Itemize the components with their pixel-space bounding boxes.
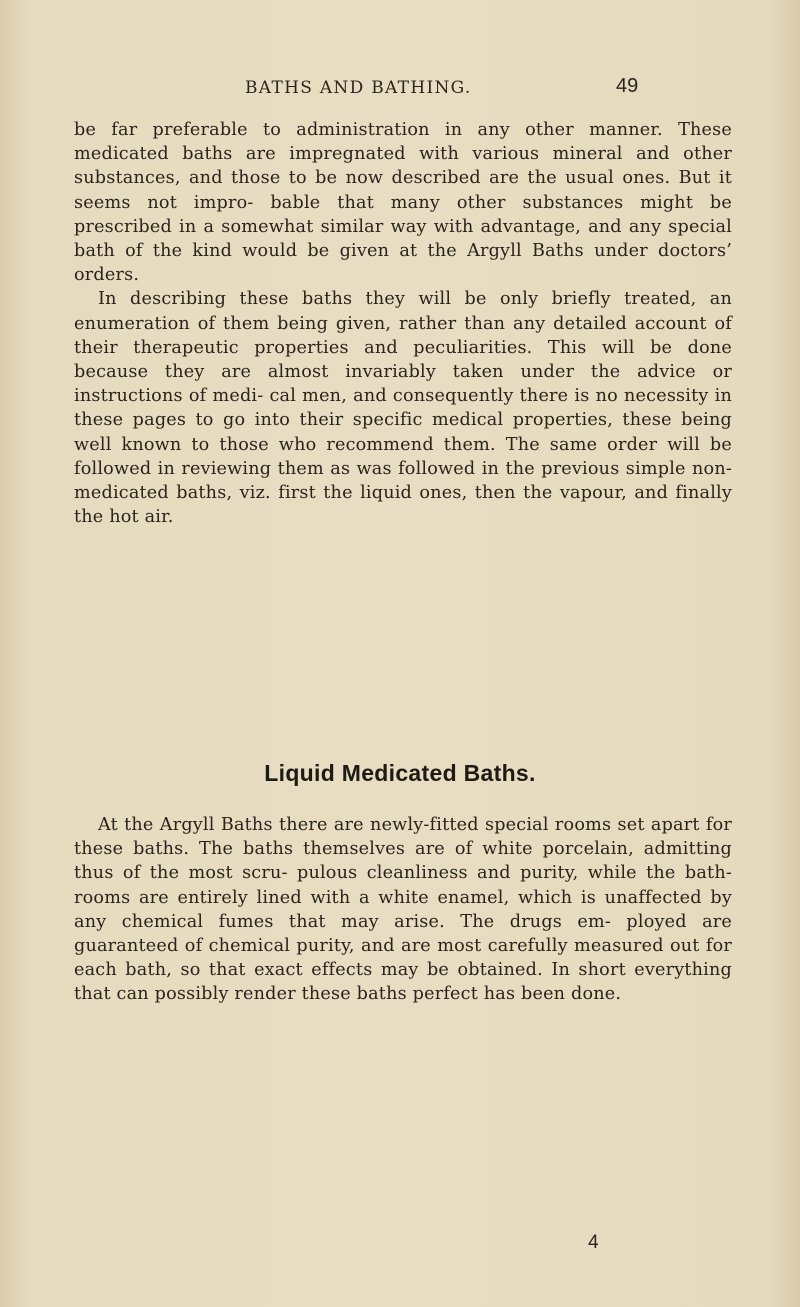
body-text-block <box>74 118 732 529</box>
paragraph-continuation: be far preferable to administration in any other manner. These medicated baths are impregnated with various mineral and other substances, and those to be now described are the usual ones. But it seems not impro- bable that many other substances might be prescribed in a somewhat similar way with advantage, and any special bath of the kind would be given at the Argyll Baths under doctors’ orders. <box>74 120 732 286</box>
section-body <box>74 813 732 1007</box>
signature-mark: 4 <box>588 1232 599 1253</box>
section-heading: Liquid Medicated Baths. <box>264 760 536 786</box>
running-head <box>0 75 800 108</box>
page-number: 49 <box>616 75 639 97</box>
paragraph-describing-baths: In describing these baths they will be only briefly treated, an enumeration of them being given, rather than any detailed account of their therapeutic properties and peculiarities. This will be done because they are almost invariably taken under the advice or instructions of medi- cal men, and consequently there is no necessity in these pages to go into their specific medical properties, these being well known to those who recommend them. The same order will be followed in reviewing them as was followed in the previous simple non-medicated baths, viz. first the liquid ones, then the vapour, and finally the hot air. <box>74 289 732 528</box>
paragraph-argyll-baths: At the Argyll Baths there are newly-fitted special rooms set apart for these baths. The baths themselves are of white porcelain, admitting thus of the most scru- pulous cleanliness and purity, while the bath-rooms are entirely lined with a white enamel, which is unaffected by any chemical fumes that may arise. The drugs em- ployed are guaranteed of chemical purity, and are most carefully measured out for each bath, so that exact effects may be obtained. In short everything that can possibly render these baths perfect has been done. <box>74 815 732 1005</box>
running-title: BATHS AND BATHING. <box>245 78 472 98</box>
